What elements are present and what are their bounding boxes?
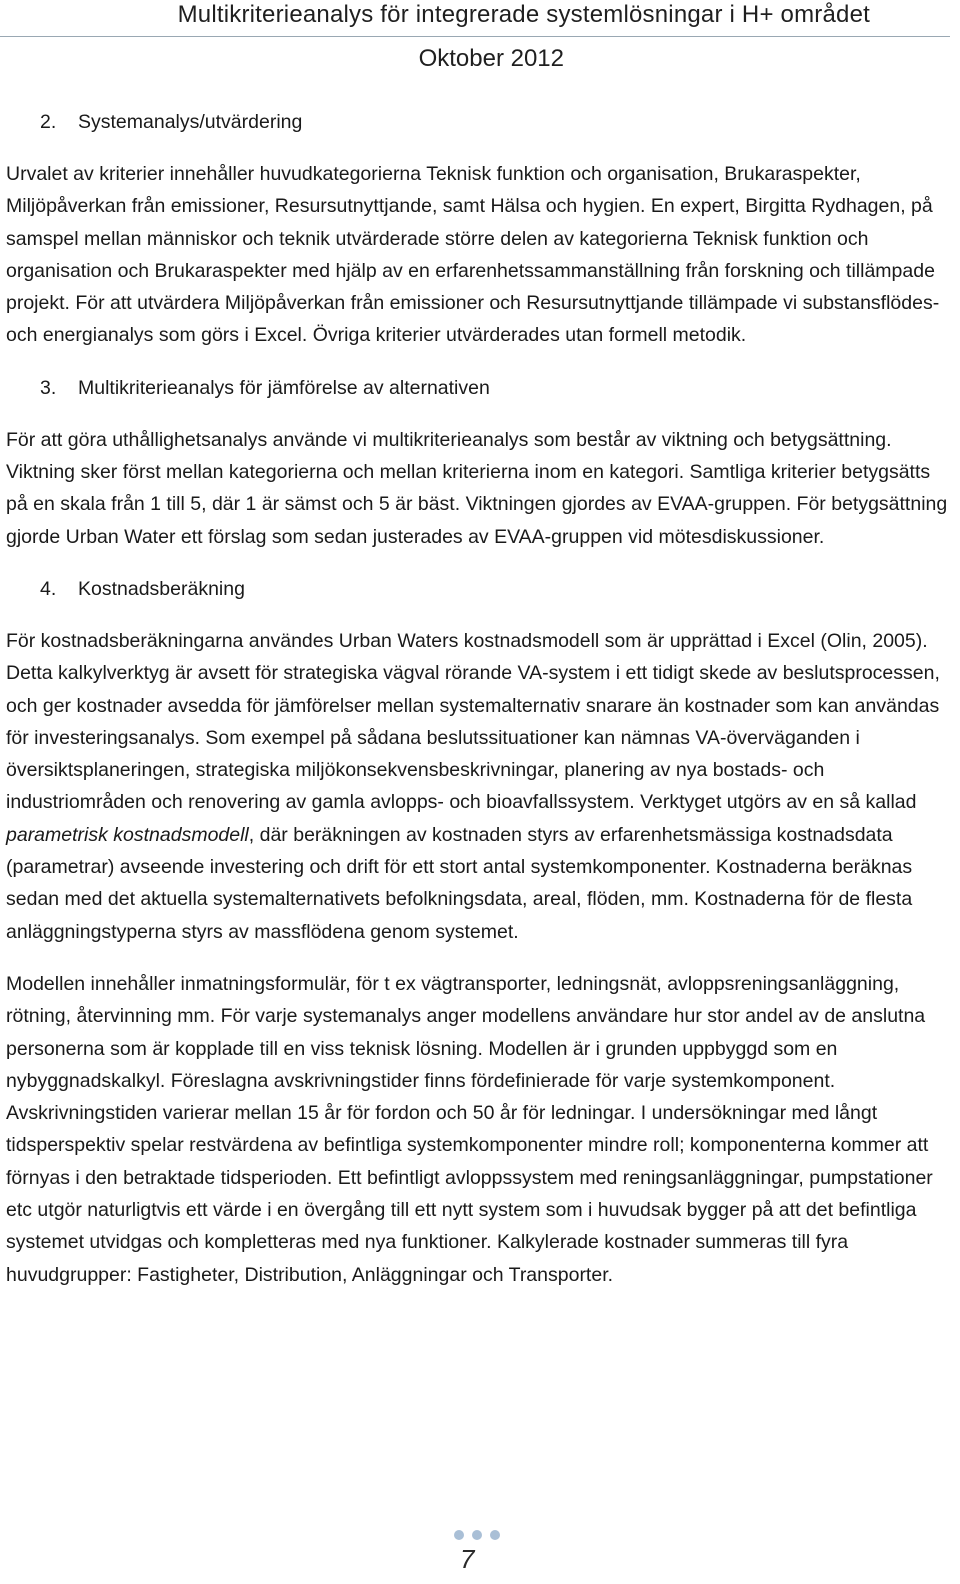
paragraph-text: För kostnadsberäkningarna användes Urban Waters kostnadsmodell som är upprättad i Excel (Olin, 2005). Detta kalkylverktyg är avsett för strategiska vägval rörande VA-system i ett tidigt skede av beslutsprocessen, och ger kostnader avsedda för jämförelser mellan systemalternativ snarare än kostnader som kan användas för investeringsanalys. Som exempel på sådana beslutssituationer kan nämnas VA-överväganden i översiktsplaneringen, strategiska miljökonsekvensbeskrivningar, planering av nya bostads- och industriområden och renovering av gamla avlopps- och bioavfallssystem. Verktyget utgörs av en så kallad — [6, 629, 940, 814]
italic-term: parametrisk kostnadsmodell — [6, 823, 249, 846]
paragraph: För att göra uthållighetsanalys använde vi multikriterieanalys som består av viktning och betygsättning. Viktning sker först mellan kategorierna och mellan kriterierna inom en kategori. Samtliga kriterier betygsätts på en skala från 1 till 5, där 1 är sämst och 5 är bäst. Viktningen gjordes av EVAA-gruppen. För betygsättning gjorde Urban Water ett förslag som sedan justerades av EVAA-gruppen vid mötesdiskussioner. — [6, 428, 948, 548]
paragraph-text: , där beräkningen av kostnaden styrs av erfarenhetsmässiga kostnadsdata (parametrar) avseende investering och drift för ett stort antal systemkomponenter. Kostnaderna beräknas sedan med det aktuella systemalternativets befolkningsdata, areal, flöden, mm. Kostnaderna för de flesta anläggningstyperna styrs av massflödena genom systemet. — [6, 823, 913, 943]
page-footer — [0, 1524, 960, 1584]
section-number: 4. — [40, 577, 57, 600]
section-number: 2. — [40, 111, 57, 133]
dot-icon — [454, 1530, 464, 1540]
document-date: Oktober 2012 — [418, 45, 564, 72]
page-number: 7 — [460, 1544, 475, 1574]
paragraph: Modellen innehåller inmatningsformulär, för t ex vägtransporter, ledningsnät, avloppsreningsanläggning, rötning, återvinning mm. För varje systemanalys anger modellens användare hur stor andel av de anslutna personerna som är kopplade till en viss teknisk lösning. Modellen är i grunden uppbyggd som en nybyggnadskalkyl. Föreslagna avskrivningstider finns fördefinierade för varje systemkomponent. Avskrivningstiden varierar mellan 15 år för fordon och 50 år för ledningar. I undersökningar med långt tidsperspektiv spelar restvärdena av befintliga systemkomponenter mindre roll; komponenterna kommer att förnyas i den betraktade tidsperioden. Ett befintligt avloppssystem med reningsanläggningar, pumpstationer etc utgör naturligtvis ett värde i en övergång till ett nytt system som i huvudsak bygger på att det befintliga systemet utvidgas och kompletteras med nya funktioner. Kalkylerade kostnader summeras till fyra huvudgrupper: Fastigheter, Distribution, Anläggningar och Transporter. — [6, 972, 933, 1286]
section-number: 3. — [40, 376, 57, 399]
section-title: Multikriterieanalys för jämförelse av alternativen — [78, 376, 490, 399]
section-title: Systemanalys/utvärdering — [78, 111, 303, 133]
footer-dots-ornament — [454, 1530, 500, 1540]
section-heading-2 — [6, 106, 950, 138]
section-heading-3 — [6, 372, 950, 404]
dot-icon — [472, 1530, 482, 1540]
document-body — [6, 106, 950, 1291]
dot-icon — [490, 1530, 500, 1540]
header-divider — [0, 36, 950, 37]
paragraph — [6, 625, 950, 948]
section-heading-4 — [6, 573, 950, 605]
paragraph: Urvalet av kriterier innehåller huvudkategorierna Teknisk funktion och organisation, Brukaraspekter, Miljöpåverkan från emissioner, Resursutnyttjande, samt Hälsa och hygien. En expert, Birgitta Rydhagen, på samspel mellan människor och teknik utvärderade större delen av kategorierna Teknisk funktion och organisation och Brukaraspekter med hjälp av en erfarenhetssammanställning från forskning och tillämpade projekt. För att utvärdera Miljöpåverkan från emissioner och Resursutnyttjande tillämpade vi substansflödes- och energianalys som görs i Excel. Övriga kriterier utvärderades utan formell metodik. — [6, 163, 940, 347]
document-title: Multikriterieanalys för integrerade systemlösningar i H+ området — [177, 1, 870, 28]
section-title: Kostnadsberäkning — [78, 577, 245, 600]
